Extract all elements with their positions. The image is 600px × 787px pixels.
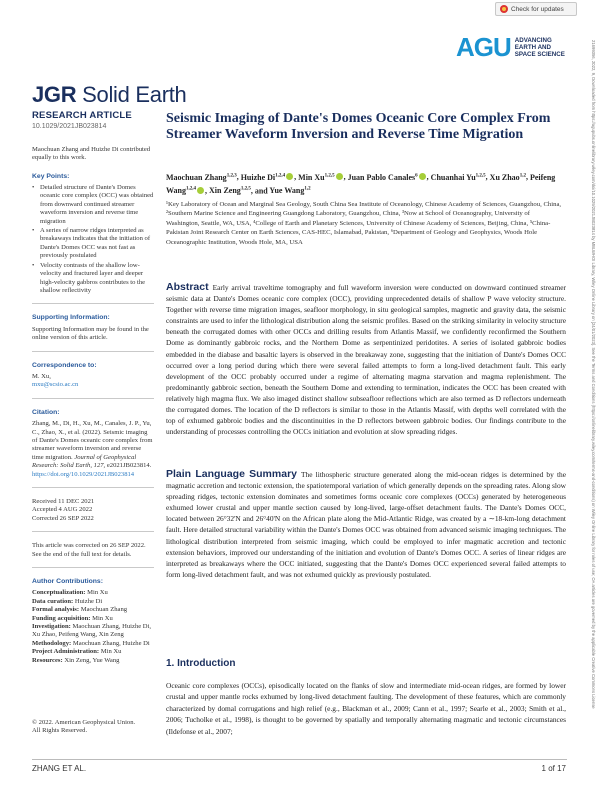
agu-tagline-line: ADVANCING [514, 36, 552, 44]
copyright [32, 719, 154, 736]
author-contributions-section [32, 578, 154, 665]
author-name: Huizhe Di [240, 172, 276, 182]
contribution-role: Project Administration: [32, 648, 100, 656]
key-point: • Velocity contrasts of the shallow low-velocity and fractured layer and deeper high-velocity gabbros contributes to the shallow reflectivity [32, 262, 154, 296]
orcid-icon[interactable] [336, 173, 343, 180]
check-for-updates-label: Check for updates [511, 5, 564, 13]
contribution-names: Maochuan Zhang, Huizhe Di, Xu Zhao, Peifeng Wang, Xin Zeng [32, 623, 152, 639]
divider [32, 351, 154, 352]
author-separator: , [205, 186, 210, 196]
received-date: Received 11 DEC 2021 [32, 498, 95, 505]
key-point: • A series of narrow ridges interpreted as breakaways indicates that the initiation of Dante's Domes OCC was not fast as previously postulated [32, 227, 154, 261]
pls-label: Plain Language Summary [166, 468, 297, 480]
correspondence-name: M. Xu, [32, 372, 51, 380]
author-separator: , [426, 172, 431, 182]
download-sidebar-text: 21699356, 2022, 9, Downloaded from https://agupubs.onlinelibrary.wiley.com/doi/10.1029/2021JB023814 by MBLWHOI Library, Wiley Online Library on [24/01/2023]. See the Terms and Conditions (https://onlinelibrary.wiley.com/terms-and-conditions) on Wiley Online Library for rules of use; OA articles are governed by the applicable Creative Commons License [591, 40, 596, 709]
agu-tagline-line: EARTH AND [514, 43, 551, 51]
author-contribution-row [32, 648, 154, 656]
author-affiliation-marker: 1,2,5 [240, 186, 251, 192]
copyright-line: All Rights Reserved. [32, 727, 88, 735]
agu-tagline [515, 37, 565, 59]
divider [32, 567, 154, 568]
author [348, 173, 427, 182]
contribution-role: Formal analysis: [32, 606, 80, 614]
correspondence-section [32, 362, 154, 390]
pls-text: The lithospheric structure generated along the mid-ocean ridges is determined by the magmatic accretion and tectonic extension, the spatiotemporal variation of which generally depends on the spreading rates. Along slow spreading ridges, tectonic extension dominates and sometimes forms oceanic core complexes (OCCs) generated by heterogeneous exhumed lower crustal and upper mantle section caused by long-lived, large-offset detachment faults. The Dante's Domes OCC, located between 26°32'N and 26°40'N on the African plate along the Mid-Atlantic Ridge, was created by a ∼18-km-long detachment fault. Here detailed structural variability within the Dante's Domes OCC was obtained from advanced seismic imaging techniques. The lithological distribution interpreted from seismic imaging, which could be employed to infer magmatic accretion and tectonic extension behaviors, improved our understanding of the initiation and evolution of Dante's Domes OCC. A series of linear ridges are interpreted as breakaways where the OCC initiated, suggesting that the Dante's Domes OCC experienced several failed attempts to form long-lived detachment fault, and was not exhumed quickly as previously postulated. [166, 470, 567, 579]
author-separator: , [485, 172, 490, 182]
supporting-heading: Supporting Information: [32, 314, 110, 322]
author-name: Juan Pablo Canales [347, 172, 416, 182]
correspondence-heading: Correspondence to: [32, 361, 97, 369]
contribution-note: Maochuan Zhang and Huizhe Di contributed equally to this work. [32, 145, 151, 162]
key-points-list [32, 184, 154, 295]
introduction-paragraph: Oceanic core complexes (OCCs), episodically located on the flanks of slow and intermediate mid-ocean ridges, are formed by lower crustal and upper mantle rocks exhumed by long-lived detachment faulting. The development of these features, which are commonly characterized by domal corrugations and high relief (e.g., Blackman et al., 2009; Cann et al., 1997; Searle et al., 2003; Smith et al., 2006; Tucholke et al., 1998), is thought to be governed by spatially and temporally alternating magmatic and tectonic circumstances (Ildefonse et al., 2007; [166, 681, 566, 736]
download-sidebar-note [588, 40, 596, 780]
author [241, 173, 294, 182]
author-name: Maochuan Zhang [166, 172, 227, 182]
orcid-icon[interactable] [197, 187, 204, 194]
contribution-names: Min Xu [87, 589, 108, 597]
contribution-names: Xin Zeng, Yue Wang [64, 656, 120, 664]
author [490, 173, 526, 182]
agu-logo [456, 32, 565, 63]
author-name: Chuanhai Yu [430, 172, 476, 182]
author-affiliation-marker: 1,2,4 [275, 173, 286, 178]
contribution-names: Min Xu [100, 648, 122, 656]
citation-text [32, 420, 154, 479]
contribution-role: Conceptualization: [32, 589, 86, 597]
key-points-section [32, 173, 154, 296]
dates-section [32, 498, 154, 523]
author-affiliation-marker: 1,2,3 [226, 173, 237, 178]
author-name: Min Xu [298, 172, 325, 182]
divider [32, 303, 154, 304]
citation-eid: e2021JB023814. [106, 462, 152, 470]
author-contribution-row [32, 589, 154, 597]
contribution-role: Investigation: [32, 623, 71, 631]
author-contribution-row [32, 598, 154, 606]
author [166, 173, 237, 182]
author-list [166, 170, 566, 197]
journal-name-rest: Solid Earth [82, 82, 187, 107]
divider [32, 487, 154, 488]
author-separator: , [343, 172, 348, 182]
author-separator: , [236, 172, 241, 182]
author-name: Xu Zhao [489, 172, 520, 182]
orcid-icon[interactable] [286, 173, 293, 180]
affiliations: ¹Key Laboratory of Ocean and Marginal Sea Geology, South China Sea Institute of Oceanology, Chinese Academy of Sciences, Guangzhou, China, ²Southern Marine Science and Engineering Guangdong Laboratory, Guangzhou, China, ³Now at School of Oceanography, University of Washington, Seattle, WA, USA, ⁴College of Earth and Planetary Sciences, University of Chinese Academy of Sciences, Beijing, China, ⁵China-Pakistan Joint Research Center on Earth Sciences, CAS-HEC, Islamabad, Pakistan, ⁶Department of Geology and Geophysics, Woods Hole Oceanographic Institution, Woods Hole, MA, USA [166, 201, 562, 246]
author-contribution-row [32, 623, 154, 640]
author-contributions-heading: Author Contributions: [32, 578, 103, 586]
contribution-names: Min Xu [92, 614, 113, 622]
key-point: • Detailed structure of Dante's Domes oceanic core complex (OCC) was obtained from downward continued streamer waveform inversion and reverse time migration [32, 184, 154, 226]
correction-note: This article was corrected on 26 SEP 2022. See the end of the full text for details. [32, 542, 146, 558]
author-separator: , [525, 172, 530, 182]
key-points-heading: Key Points: [32, 172, 70, 180]
author [298, 173, 343, 182]
agu-logo-letters: AGU [456, 32, 511, 62]
author-affiliation-marker: 1,2,5 [475, 173, 486, 178]
author-affiliation-marker: 1,2 [519, 173, 526, 178]
check-for-updates-button[interactable] [495, 2, 577, 16]
citation-doi-link[interactable]: https://doi.org/10.1029/2021JB023814 [32, 470, 135, 478]
contribution-role: Methodology: [32, 639, 72, 647]
author-contribution-row [32, 640, 154, 648]
agu-tagline-line: SPACE SCIENCE [514, 51, 565, 59]
author [209, 186, 251, 195]
page-number: 1 of 17 [541, 764, 566, 773]
author-affiliation-marker: 1,2 [304, 186, 311, 192]
supporting-text: Supporting Information may be found in the online version of this article. [32, 325, 149, 342]
author-contribution-row [32, 615, 154, 623]
correspondence-email-link[interactable]: mxu@scsio.ac.cn [32, 381, 79, 389]
crossmark-icon [500, 5, 508, 13]
contribution-names: Maochuan Zhang [80, 606, 128, 614]
author [269, 186, 310, 195]
supporting-section [32, 314, 154, 342]
author-affiliation-marker: 6 [415, 173, 418, 178]
author-separator: , and [250, 186, 270, 196]
left-sidebar [32, 112, 154, 665]
footer-authors: ZHANG ET AL. [32, 764, 87, 773]
copyright-line: © 2022. American Geophysical Union. [32, 719, 136, 726]
doi[interactable]: 10.1029/2021JB023814 [32, 123, 107, 131]
accepted-date: Accepted 4 AUG 2022 [32, 506, 93, 514]
orcid-icon[interactable] [419, 173, 426, 180]
divider [32, 398, 154, 399]
contribution-role: Data curation: [32, 597, 74, 605]
journal-name [32, 82, 186, 108]
author-affiliation-marker: 1,2,4 [186, 186, 197, 192]
research-type: RESEARCH ARTICLE [32, 110, 132, 121]
author-contribution-row [32, 657, 154, 665]
article-title: Seismic Imaging of Dante's Domes Oceanic Core Complex From Streamer Waveform Inversion and Reverse Time Migration [166, 111, 551, 143]
citation-heading: Citation: [32, 408, 60, 416]
author-name: Peifeng Wang [166, 172, 556, 196]
abstract [166, 282, 566, 437]
abstract-text: Early arrival traveltime tomography and full waveform inversion were conducted on downward continued streamer seismic data at Dante's Domes oceanic core complex (OCC), providing unprecedented details of shallow P wave velocity structure. Together with reverse time migration images, seafloor morphology, in situ geological samples, magnetic and gravity data, the seismic constraints are used to infer the lithological distribution along the seismic profiles. Based on the striking similarity in velocity structure beneath the corrugated domes with other OCCs and drilling results from Atlantis Massif, we confidently reconfirmed the Southern Dome as dominantly gabbroic rocks, and the Northern Dome as serpentinized peridotites. A series of isolated gabbroic bodies embedded in the diabase and basaltic layers is observed in the breakaway zone, suggesting that the initiation of Dante's Domes OCC occurred over a long period during which there were several failed attempts to form a long-lived detachment fault. This early development of the OCC probably occurred under a regime of alternating magma starvation and magma replenishment. The predominantly gabbroic section, beneath the Southern Dome and extending to termination, indicates the OCC has been created with relatively high magma flux. We also imaged distinct shallow subseafloor reflections which are also termed as D reflectors underneath the corrugated domes. The location of the D reflectors is similar to those in the Atlantis Massif, with depths well correlated with the top of exhumed gabbroic bodies and the discontinuities in the D reflectors between gabbroic bodies. Our findings contribute to the understanding of processes controlling the OCCs initiation and evolution at slow spreading ridges. [166, 283, 566, 437]
author [431, 173, 486, 182]
corrected-date: Corrected 26 SEP 2022 [32, 514, 94, 522]
citation-journal: Journal of Geophysical Research: Solid Earth, 127, [32, 453, 137, 470]
contribution-names: Huizhe Di [74, 597, 103, 605]
author-contribution-row [32, 606, 154, 614]
abstract-label: Abstract [166, 281, 209, 293]
author-name: Yue Wang [269, 186, 305, 196]
author-name: Xin Zeng [209, 186, 241, 196]
citation-body: Zhang, M., Di, H., Xu, M., Canales, J. P., Yu, C., Zhao, X., et al. (2022). Seismic imaging of Dante's Domes oceanic core complex from streamer waveform inversion and reverse time migration. [32, 420, 153, 461]
introduction-heading: 1. Introduction [166, 658, 236, 669]
contribution-role: Resources: [32, 656, 63, 664]
author-separator: , [294, 172, 299, 182]
journal-name-bold: JGR [32, 82, 77, 107]
footer-divider [32, 759, 567, 760]
author-affiliation-marker: 1,2,5 [324, 173, 335, 178]
contribution-role: Funding acquisition: [32, 614, 91, 622]
divider [32, 531, 154, 532]
citation-section [32, 409, 154, 479]
plain-language-summary [166, 469, 566, 580]
contribution-names: Maochuan Zhang, Huizhe Di [72, 639, 150, 647]
